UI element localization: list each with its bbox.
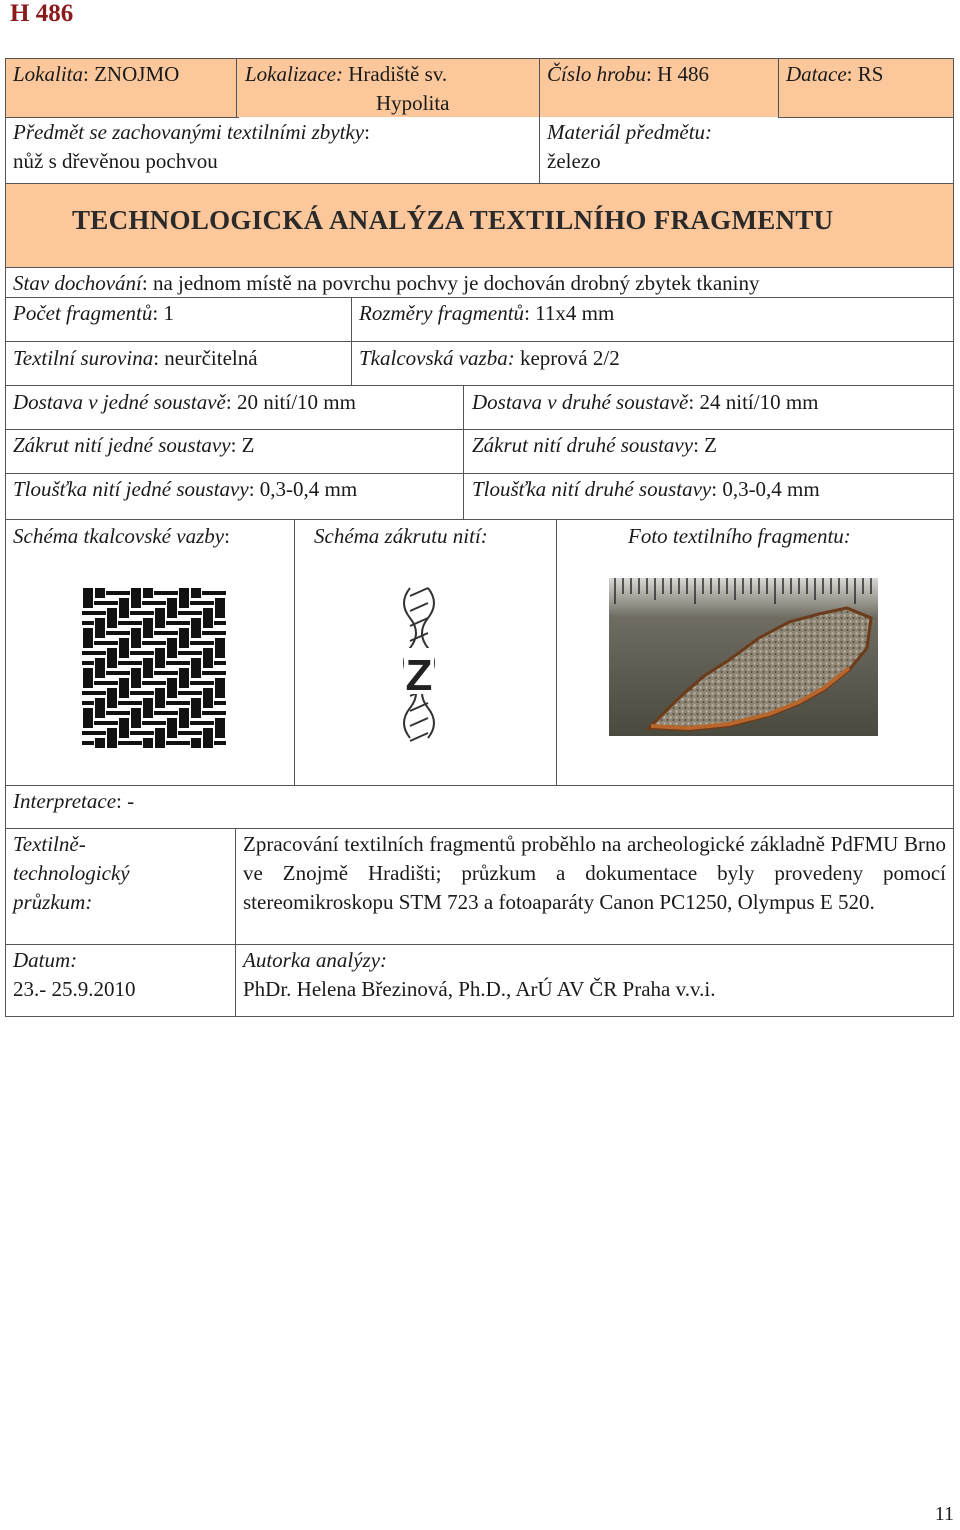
- weave-cell: [83, 668, 93, 678]
- weave-cell: [143, 628, 153, 638]
- schema-zakrutu-label-wrap: [314, 522, 488, 551]
- dostava1-field: Dostava v jedné soustavě: 20 nití/10 mm: [13, 390, 356, 414]
- weave-cell: [82, 701, 94, 705]
- weave-cell: [191, 658, 201, 668]
- weave-cell: [190, 641, 202, 645]
- pocet-label: Počet fragmentů: [13, 301, 153, 325]
- datace-label: Datace: [786, 62, 847, 86]
- datum-value: 23.- 25.9.2010: [13, 977, 136, 1001]
- weave-cell: [191, 618, 201, 628]
- weave-cell: [166, 591, 178, 595]
- weave-cell: [107, 648, 117, 658]
- weave-cell: [167, 598, 177, 608]
- weave-cell: [119, 678, 129, 688]
- dostava1-label: Dostava v jedné soustavě: [13, 390, 226, 414]
- weave-cell: [166, 661, 178, 665]
- material-field: [547, 118, 712, 147]
- weave-cell: [179, 668, 189, 678]
- weave-cell: [178, 651, 190, 655]
- weave-cell: [94, 681, 106, 685]
- weave-cell: [106, 641, 118, 645]
- weave-cell: [95, 738, 105, 748]
- weave-cell: [119, 688, 129, 698]
- schema-vazby-label: Schéma tkalcovské vazby: [13, 524, 225, 548]
- weave-cell: [215, 648, 225, 658]
- weave-cell: [107, 618, 117, 628]
- weave-cell: [107, 738, 117, 748]
- weave-cell: [167, 678, 177, 688]
- weave-cell: [154, 681, 166, 685]
- weave-cell: [106, 591, 118, 595]
- weave-cell: [191, 738, 201, 748]
- material-label: Materiál předmětu:: [547, 120, 713, 144]
- weave-cell: [155, 738, 165, 748]
- weave-cell: [154, 711, 166, 715]
- weave-cell: [190, 691, 202, 695]
- weave-cell: [95, 708, 105, 718]
- weave-cell: [106, 671, 118, 675]
- weave-cell: [142, 601, 154, 605]
- weave-cell: [202, 591, 214, 595]
- weave-cell: [131, 598, 141, 608]
- weave-cell: [131, 718, 141, 728]
- weave-cell: [203, 728, 213, 738]
- weave-cell: [106, 721, 118, 725]
- weave-cell: [118, 711, 130, 715]
- weave-cell: [130, 691, 142, 695]
- weave-cell: [166, 711, 178, 715]
- weave-cell: [95, 698, 105, 708]
- weave-cell: [94, 731, 106, 735]
- weave-cell: [131, 638, 141, 648]
- weave-cell: [119, 598, 129, 608]
- weave-cell: [179, 678, 189, 688]
- weave-cell: [107, 658, 117, 668]
- zakrut2-field: Zákrut nití druhé soustavy: Z: [472, 433, 717, 457]
- weave-cell: [118, 671, 130, 675]
- weave-cell: [154, 671, 166, 675]
- weave-cell: [167, 648, 177, 658]
- weave-cell: [130, 731, 142, 735]
- weave-cell: [155, 698, 165, 708]
- weave-cell: [94, 641, 106, 645]
- zakrut2-value: Z: [704, 433, 717, 457]
- weave-cell: [130, 701, 142, 705]
- weave-cell: [118, 701, 130, 705]
- weave-cell: [178, 611, 190, 615]
- weave-cell: [119, 638, 129, 648]
- weave-cell: [119, 718, 129, 728]
- weave-cell: [214, 741, 226, 745]
- weave-cell: [214, 631, 226, 635]
- weave-cell: [82, 691, 94, 695]
- weave-cell: [215, 638, 225, 648]
- lokalizace-field: [245, 60, 447, 89]
- weave-cell: [131, 588, 141, 598]
- weave-cell: [83, 588, 93, 598]
- twist-diagram: [396, 586, 442, 750]
- zakrut1-field: Zákrut nití jedné soustavy: Z: [13, 433, 255, 457]
- lokalizace-label: Lokalizace:: [245, 62, 343, 86]
- weave-cell: [191, 668, 201, 678]
- lokalita-label: Lokalita: [13, 62, 84, 86]
- fragment-photo: [609, 578, 878, 736]
- autorka-label: Autorka analýzy:: [243, 948, 388, 972]
- weave-cell: [167, 728, 177, 738]
- weave-cell: [167, 608, 177, 618]
- lokalizace-value-2: Hypolita: [376, 91, 450, 115]
- weave-cell: [107, 688, 117, 698]
- cislo-hrobu-value: H 486: [657, 62, 710, 86]
- weave-cell: [166, 631, 178, 635]
- lokalita-field: Lokalita: ZNOJMO: [13, 62, 180, 86]
- weave-cell: [106, 631, 118, 635]
- weave-cell: [142, 691, 154, 695]
- weave-cell: [178, 701, 190, 705]
- interpretace-value: -: [127, 789, 135, 813]
- weave-cell: [118, 631, 130, 635]
- pocet-field: Počet fragmentů: 1: [13, 301, 174, 325]
- interpretace-field: Interpretace: -: [13, 789, 135, 813]
- weave-cell: [107, 698, 117, 708]
- weave-cell: [155, 618, 165, 628]
- page-number: 11: [934, 1503, 954, 1525]
- weave-cell: [215, 598, 225, 608]
- tloustka1-field: Tloušťka nití jedné soustavy: 0,3-0,4 mm: [13, 477, 358, 501]
- weave-cell: [190, 681, 202, 685]
- weave-cell: [166, 671, 178, 675]
- weave-cell: [95, 628, 105, 638]
- weave-cell: [143, 618, 153, 628]
- stav-label: Stav dochování: [13, 271, 142, 295]
- weave-cell: [202, 671, 214, 675]
- weave-cell: [191, 698, 201, 708]
- weave-cell: [142, 611, 154, 615]
- weave-cell: [179, 598, 189, 608]
- weave-cell: [82, 621, 94, 625]
- weave-cell: [155, 658, 165, 668]
- lokalita-value: ZNOJMO: [94, 62, 180, 86]
- weave-cell: [83, 708, 93, 718]
- weave-cell: [179, 638, 189, 648]
- datum-label-wrap: [13, 946, 77, 975]
- zakrut1-value: Z: [241, 433, 255, 457]
- weave-cell: [190, 611, 202, 615]
- weave-cell: [83, 598, 93, 608]
- surovina-field: Textilní surovina: neurčitelná: [13, 346, 258, 370]
- weave-cell: [82, 731, 94, 735]
- zakrut2-label: Zákrut nití druhé soustavy: [472, 433, 694, 457]
- tloustka1-label: Tloušťka nití jedné soustavy: [13, 477, 249, 501]
- pruzkum-label-3: průzkum:: [13, 890, 93, 914]
- zakrut1-label: Zákrut nití jedné soustavy: [13, 433, 231, 457]
- weave-cell: [202, 631, 214, 635]
- weave-cell: [166, 701, 178, 705]
- weave-cell: [178, 741, 190, 745]
- datum-label: Datum:: [13, 948, 78, 972]
- weave-cell: [130, 651, 142, 655]
- datace-value: RS: [857, 62, 884, 86]
- weave-cell: [167, 638, 177, 648]
- weave-cell: [119, 648, 129, 658]
- weave-cell: [82, 661, 94, 665]
- interpretace-label: Interpretace: [13, 789, 117, 813]
- weave-cell: [202, 641, 214, 645]
- weave-cell: [214, 661, 226, 665]
- weave-cell: [179, 718, 189, 728]
- weave-cell: [179, 628, 189, 638]
- weave-cell: [83, 638, 93, 648]
- weave-cell: [166, 741, 178, 745]
- lokalizace-value-1: Hradiště sv.: [348, 62, 448, 86]
- weave-cell: [203, 618, 213, 628]
- weave-cell: [107, 728, 117, 738]
- weave-cell: [130, 661, 142, 665]
- cislo-hrobu-field: Číslo hrobu: H 486: [547, 62, 710, 86]
- weave-cell: [82, 651, 94, 655]
- dostava2-value: 24 nití/10 mm: [699, 390, 819, 414]
- weave-cell: [215, 608, 225, 618]
- weave-cell: [131, 708, 141, 718]
- datace-field: Datace: RS: [786, 62, 884, 86]
- weave-cell: [95, 618, 105, 628]
- weave-cell: [130, 611, 142, 615]
- weave-cell: [106, 681, 118, 685]
- weave-cell: [179, 588, 189, 598]
- tloustka1-value: 0,3-0,4 mm: [259, 477, 358, 501]
- weave-cell: [203, 688, 213, 698]
- weave-cell: [83, 628, 93, 638]
- weave-cell: [202, 601, 214, 605]
- weave-cell: [190, 651, 202, 655]
- weave-cell: [178, 661, 190, 665]
- weave-cell: [215, 688, 225, 698]
- weave-cell: [131, 628, 141, 638]
- weave-cell: [143, 698, 153, 708]
- vazba-label: Tkalcovská vazba:: [359, 346, 515, 370]
- weave-cell: [214, 701, 226, 705]
- weave-cell: [154, 631, 166, 635]
- rozmery-value: 11x4 mm: [535, 301, 615, 325]
- weave-cell: [118, 661, 130, 665]
- weave-cell: [95, 588, 105, 598]
- vazba-field: [359, 344, 620, 373]
- weave-diagram: [82, 588, 226, 748]
- schema-vazby-label-wrap: Schéma tkalcovské vazby:: [13, 524, 230, 548]
- weave-cell: [143, 738, 153, 748]
- weave-cell: [190, 721, 202, 725]
- weave-cell: [142, 651, 154, 655]
- weave-cell: [142, 731, 154, 735]
- weave-cell: [191, 628, 201, 638]
- weave-cell: [94, 601, 106, 605]
- weave-cell: [94, 721, 106, 725]
- weave-cell: [215, 718, 225, 728]
- predmet-label: Předmět se zachovanými textilními zbytky: [13, 120, 365, 144]
- weave-cell: [130, 621, 142, 625]
- weave-cell: [142, 641, 154, 645]
- stav-value: na jednom místě na povrchu pochvy je dochován drobný zbytek tkaniny: [152, 271, 760, 295]
- weave-cell: [82, 611, 94, 615]
- weave-cell: [142, 721, 154, 725]
- weave-cell: [107, 608, 117, 618]
- schema-zakrutu-label: Schéma zákrutu nití:: [314, 524, 488, 548]
- weave-cell: [203, 658, 213, 668]
- weave-cell: [143, 588, 153, 598]
- weave-cell: [214, 621, 226, 625]
- predmet-field: Předmět se zachovanými textilními zbytky:: [13, 120, 370, 144]
- weave-cell: [191, 708, 201, 718]
- weave-cell: [178, 621, 190, 625]
- weave-cell: [83, 718, 93, 728]
- weave-cell: [178, 731, 190, 735]
- weave-cell: [155, 648, 165, 658]
- weave-cell: [191, 588, 201, 598]
- foto-label-wrap: [628, 522, 851, 551]
- surovina-value: neurčitelná: [164, 346, 258, 370]
- weave-cell: [215, 728, 225, 738]
- weave-cell: [202, 711, 214, 715]
- weave-cell: [178, 691, 190, 695]
- twist-letter: Z: [405, 651, 433, 700]
- weave-cell: [94, 651, 106, 655]
- rozmery-field: Rozměry fragmentů: 11x4 mm: [359, 301, 615, 325]
- weave-cell: [119, 608, 129, 618]
- weave-cell: [215, 678, 225, 688]
- dostava2-label: Dostava v druhé soustavě: [472, 390, 689, 414]
- weave-cell: [155, 728, 165, 738]
- weave-cell: [95, 668, 105, 678]
- weave-cell: [214, 591, 226, 595]
- weave-cell: [203, 608, 213, 618]
- weave-cell: [167, 688, 177, 698]
- weave-cell: [154, 641, 166, 645]
- dostava2-field: Dostava v druhé soustavě: 24 nití/10 mm: [472, 390, 819, 414]
- autorka-value: PhDr. Helena Březinová, Ph.D., ArÚ AV ČR Praha v.v.i.: [243, 977, 716, 1001]
- pruzkum-label-2: technologický: [13, 861, 130, 885]
- weave-cell: [143, 658, 153, 668]
- weave-cell: [94, 611, 106, 615]
- autorka-label-wrap: [243, 946, 387, 975]
- weave-cell: [118, 621, 130, 625]
- weave-cell: [154, 721, 166, 725]
- stav-field: Stav dochování: na jednom místě na povrchu pochvy je dochován drobný zbytek tkaniny: [13, 271, 760, 295]
- weave-cell: [118, 591, 130, 595]
- weave-cell: [143, 708, 153, 718]
- surovina-label: Textilní surovina: [13, 346, 154, 370]
- tloustka2-field: Tloušťka nití druhé soustavy: 0,3-0,4 mm: [472, 477, 820, 501]
- weave-cell: [106, 711, 118, 715]
- cislo-hrobu-label: Číslo hrobu: [547, 62, 646, 86]
- weave-cell: [179, 708, 189, 718]
- weave-cell: [214, 671, 226, 675]
- weave-cell: [203, 698, 213, 708]
- weave-cell: [155, 608, 165, 618]
- weave-cell: [119, 728, 129, 738]
- weave-cell: [83, 678, 93, 688]
- weave-cell: [202, 721, 214, 725]
- weave-cell: [155, 688, 165, 698]
- pruzkum-text: Zpracování textilních fragmentů proběhlo na archeologické základně PdFMU Brno ve Znojmě Hradišti; průzkum a dokumentace byly provedeny pomocí stereomikroskopu STM 723 a fotoaparáty Canon PC1250, Olympus E 520.: [243, 832, 946, 914]
- weave-cell: [118, 741, 130, 745]
- weave-cell: [167, 718, 177, 728]
- weave-cell: [106, 601, 118, 605]
- weave-cell: [94, 691, 106, 695]
- weave-cell: [142, 681, 154, 685]
- section-title: TECHNOLOGICKÁ ANALÝZA TEXTILNÍHO FRAGMENTU: [72, 205, 834, 235]
- weave-cell: [130, 741, 142, 745]
- weave-cell: [131, 678, 141, 688]
- weave-cell: [131, 668, 141, 678]
- weave-cell: [214, 711, 226, 715]
- weave-cell: [82, 741, 94, 745]
- vazba-value: keprová 2/2: [519, 346, 620, 370]
- weave-cell: [95, 658, 105, 668]
- pruzkum-label-1: Textilně-: [13, 832, 86, 856]
- weave-cell: [154, 601, 166, 605]
- weave-cell: [166, 621, 178, 625]
- tloustka2-label: Tloušťka nití druhé soustavy: [472, 477, 712, 501]
- predmet-value: nůž s dřevěnou pochvou: [13, 149, 218, 173]
- weave-cell: [154, 591, 166, 595]
- dostava1-value: 20 nití/10 mm: [236, 390, 356, 414]
- material-value: železo: [547, 149, 601, 173]
- weave-cell: [190, 601, 202, 605]
- weave-cell: [202, 681, 214, 685]
- weave-cell: [190, 731, 202, 735]
- weave-cell: [203, 738, 213, 748]
- rozmery-label: Rozměry fragmentů: [359, 301, 525, 325]
- pocet-value: 1: [163, 301, 174, 325]
- weave-cell: [203, 648, 213, 658]
- tloustka2-value: 0,3-0,4 mm: [722, 477, 820, 501]
- page-heading: H 486: [10, 0, 74, 27]
- weave-cell: [143, 668, 153, 678]
- foto-label: Foto textilního fragmentu:: [628, 524, 851, 548]
